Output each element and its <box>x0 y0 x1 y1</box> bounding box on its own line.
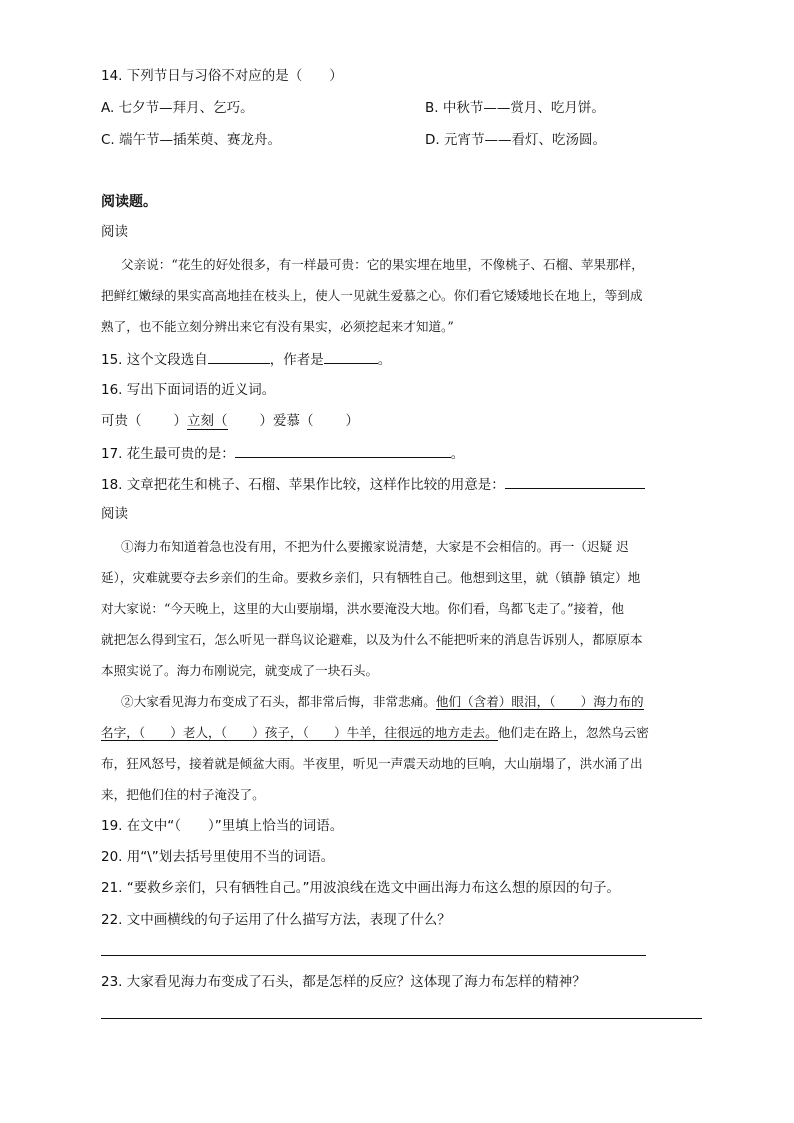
reading-2-underlined-sentence-part-2: 名字，（ ）老人，（ ）孩子，（ ）牛羊，往很远的地方走去。 <box>101 725 498 740</box>
word-1: 可贵（ <box>101 413 142 429</box>
word-3: 爱慕（ <box>273 413 314 429</box>
question-16-stem: 16. 写出下面词语的近义词。 <box>101 382 276 398</box>
reading-2-label: 阅读 <box>101 506 128 522</box>
question-15-text-c: 。 <box>377 352 392 368</box>
reading-2-p2-line-1 <box>121 692 644 712</box>
question-14-option-a: A. 七夕节—拜月、乞巧。 <box>101 100 254 116</box>
question-23: 23. 大家看见海力布变成了石头，都是怎样的反应？这体现了海力布怎样的精神？ <box>101 974 586 990</box>
question-17-end: 。 <box>450 446 465 462</box>
question-17-blank[interactable] <box>235 443 451 458</box>
section-title: 阅读题。 <box>101 194 157 210</box>
reading-2-p1-line-4: 就把怎么得到宝石，怎么听见一群鸟议论避难，以及为什么不能把听来的消息告诉别人，都原原本 <box>101 632 643 647</box>
question-15-blank-author[interactable] <box>324 349 378 364</box>
question-14-option-c: C. 端午节—插茱萸、赛龙舟。 <box>101 132 282 148</box>
question-17 <box>101 443 464 464</box>
question-15 <box>101 349 391 370</box>
word-3-close: ） <box>345 413 359 429</box>
reading-2-p2-line-4: 来，把他们住的村子淹没了。 <box>101 787 265 802</box>
reading-1-line-3: 熟了，也不能立刻分辨出来它有没有果实，必须挖起来才知道。” <box>101 319 454 334</box>
question-22: 22. 文中画横线的句子运用了什么描写方法，表现了什么？ <box>101 912 451 928</box>
question-21: 21. “要救乡亲们，只有牺牲自己。”用波浪线在选文中画出海力布这么想的原因的句子。 <box>101 880 620 896</box>
reading-2-p1-line-2: 延），灾难就要夺去乡亲们的生命。要救乡亲们，只有牺牲自己。他想到这里，就（镇静 镇定）地 <box>101 570 641 585</box>
question-15-blank-source[interactable] <box>208 349 270 364</box>
question-14-option-b: B. 中秋节——赏月、吃月饼。 <box>425 100 605 116</box>
reading-2-p2-line-2-plain: 他们走在路上，忽然乌云密 <box>497 725 649 740</box>
question-23-answer-line[interactable] <box>101 1018 702 1019</box>
reading-2-p1-line-1: ①海力布知道着急也没有用，不把为什么要搬家说清楚，大家是不会相信的。再一（迟疑 迟 <box>121 539 629 554</box>
reading-2-p1-line-5: 本照实说了。海力布刚说完，就变成了一块石头。 <box>101 663 379 678</box>
question-14-stem: 14. 下列节日与习俗不对应的是（ ） <box>101 68 343 84</box>
question-19: 19. 在文中“（ ）”里填上恰当的词语。 <box>101 818 344 834</box>
question-15-text-a: 15. 这个文段选自 <box>101 352 208 368</box>
reading-1-line-2: 把鲜红嫩绿的果实高高地挂在枝头上，使人一见就生爱慕之心。你们看它矮矮地长在地上，等到成 <box>101 288 643 303</box>
question-18 <box>101 474 645 495</box>
reading-1-line-1: 父亲说：“花生的好处很多，有一样最可贵：它的果实埋在地里，不像桃子、石榴、苹果那样， <box>121 257 644 272</box>
question-15-text-b: ，作者是 <box>269 352 324 368</box>
question-17-text: 17. 花生最可贵的是： <box>101 446 235 462</box>
question-14-option-d: D. 元宵节——看灯、吃汤圆。 <box>425 132 606 148</box>
word-2: 立刻（ <box>187 413 228 429</box>
reading-2-underlined-sentence-part-1: 他们（含着）眼泪，（ ）海力布的 <box>435 694 644 709</box>
word-1-close: ） <box>173 413 187 429</box>
question-16-words <box>101 411 359 431</box>
reading-2-p2-line-2 <box>101 723 649 743</box>
question-22-answer-line[interactable] <box>101 955 646 956</box>
question-18-text: 18. 文章把花生和桃子、石榴、苹果作比较，这样作比较的用意是： <box>101 477 505 493</box>
reading-2-p1-line-3: 对大家说：“今天晚上，这里的大山要崩塌，洪水要淹没大地。你们看，鸟都飞走了。”接着，他 <box>101 601 624 616</box>
reading-1-label: 阅读 <box>101 224 128 240</box>
reading-2-p2-line-3: 布，狂风怒号，接着就是倾盆大雨。半夜里，听见一声震天动地的巨响，大山崩塌了，洪水涌了出 <box>101 756 643 771</box>
reading-2-p2-line-1-plain: ②大家看见海力布变成了石头，都非常后悔，非常悲痛。 <box>121 694 436 709</box>
question-20: 20. 用“\”划去括号里使用不当的词语。 <box>101 849 335 865</box>
word-2-close: ） <box>259 413 273 429</box>
question-18-blank[interactable] <box>505 474 645 489</box>
